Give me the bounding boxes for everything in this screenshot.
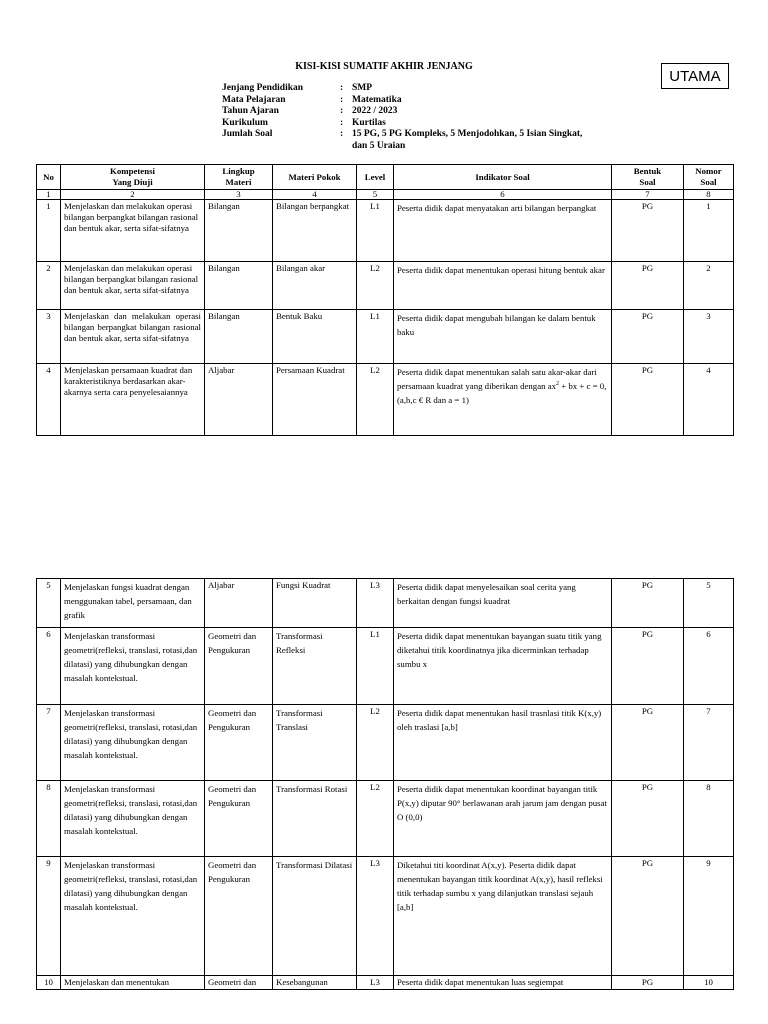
utama-badge: UTAMA bbox=[661, 63, 729, 89]
superscript: 2 bbox=[556, 381, 560, 388]
cell-nomor: 3 bbox=[684, 310, 734, 364]
cell-indikator: Peserta didik dapat mengubah bilangan ke dalam bentuk baku bbox=[394, 310, 612, 364]
indikator-text: Peserta didik dapat menentukan salah satu akar-akar dari persamaan kuadrat yang diberikan dengan ax bbox=[397, 367, 597, 391]
column-number: 6 bbox=[394, 190, 612, 200]
cell-materi: Transformasi Rotasi bbox=[273, 781, 357, 857]
cell-nomor: 5 bbox=[684, 579, 734, 628]
meta-colon bbox=[340, 141, 352, 153]
cell-indikator: Peserta didik dapat menyatakan arti bilangan berpangkat bbox=[394, 200, 612, 262]
column-number: 8 bbox=[684, 190, 734, 200]
cell-bentuk: PG bbox=[612, 976, 684, 990]
cell-level: L3 bbox=[357, 857, 394, 976]
cell-nomor: 9 bbox=[684, 857, 734, 976]
cell-no: 1 bbox=[37, 200, 61, 262]
cell-kompetensi: Menjelaskan transformasi geometri(refleksi, translasi, rotasi,dan dilatasi) yang dihubungkan dengan masalah kontekstual. bbox=[61, 781, 205, 857]
meta-label bbox=[222, 141, 340, 153]
cell-level: L1 bbox=[357, 628, 394, 705]
cell-no: 4 bbox=[37, 364, 61, 436]
cell-materi: Bentuk Baku bbox=[273, 310, 357, 364]
meta-value: Kurtilas bbox=[352, 117, 386, 128]
cell-nomor: 7 bbox=[684, 705, 734, 781]
cell-nomor: 10 bbox=[684, 976, 734, 990]
cell-no: 2 bbox=[37, 262, 61, 310]
header-bentuk bbox=[612, 165, 684, 190]
cell-bentuk: PG bbox=[612, 781, 684, 857]
cell-lingkup: Aljabar bbox=[205, 364, 273, 436]
cell-indikator: Peserta didik dapat menentukan operasi hitung bentuk akar bbox=[394, 262, 612, 310]
header-bentuk-line1: Bentuk bbox=[633, 166, 662, 176]
table-row bbox=[37, 705, 734, 781]
table-row bbox=[37, 976, 734, 990]
cell-materi: Transformasi Dilatasi bbox=[273, 857, 357, 976]
table-row bbox=[37, 781, 734, 857]
cell-nomor: 2 bbox=[684, 262, 734, 310]
header-no: No bbox=[37, 165, 61, 190]
table-row bbox=[37, 579, 734, 628]
meta-value: 15 PG, 5 PG Kompleks, 5 Menjodohkan, 5 Isian Singkat, bbox=[352, 129, 583, 139]
header-kompetensi-line2: Yang Diuji bbox=[112, 177, 153, 187]
meta-value: Matematika bbox=[352, 94, 402, 105]
cell-no: 7 bbox=[37, 705, 61, 781]
column-number-row bbox=[37, 190, 734, 200]
cell-bentuk: PG bbox=[612, 857, 684, 976]
cell-level: L2 bbox=[357, 262, 394, 310]
cell-lingkup: Bilangan bbox=[205, 200, 273, 262]
cell-level: L2 bbox=[357, 781, 394, 857]
meta-row-jumlah bbox=[222, 129, 622, 141]
cell-kompetensi: Menjelaskan transformasi geometri(refleksi, translasi, rotasi,dan dilatasi) yang dihubungkan dengan masalah kontekstual. bbox=[61, 628, 205, 705]
meta-row-tahun bbox=[222, 106, 622, 118]
cell-lingkup: Geometri dan Pengukuran bbox=[205, 705, 273, 781]
meta-label: Jenjang Pendidikan bbox=[222, 83, 304, 93]
cell-bentuk: PG bbox=[612, 262, 684, 310]
meta-colon: : bbox=[340, 94, 344, 105]
cell-indikator: Diketahui titi koordinat A(x,y). Peserta didik dapat menentukan bayangan titik koordinat A(x,y), hasil refleksi titik terhadap sumbu x yang dilanjutkan translasi sejauh [a,b] bbox=[394, 857, 612, 976]
cell-bentuk: PG bbox=[612, 628, 684, 705]
cell-level: L2 bbox=[357, 705, 394, 781]
cell-no: 6 bbox=[37, 628, 61, 705]
cell-materi: Bilangan berpangkat bbox=[273, 200, 357, 262]
cell-materi: Transformasi Translasi bbox=[273, 705, 357, 781]
column-number: 4 bbox=[273, 190, 357, 200]
header-materi: Materi Pokok bbox=[273, 165, 357, 190]
meta-label: Mata Pelajaran bbox=[222, 94, 286, 105]
cell-lingkup: Geometri dan Pengukuran bbox=[205, 857, 273, 976]
table-row bbox=[37, 200, 734, 262]
table-row bbox=[37, 310, 734, 364]
meta-colon: : bbox=[340, 83, 344, 93]
meta-value: 2022 / 2023 bbox=[352, 106, 398, 116]
cell-bentuk: PG bbox=[612, 364, 684, 436]
column-number: 5 bbox=[357, 190, 394, 200]
header-bentuk-line2: Soal bbox=[639, 177, 656, 187]
cell-level: L1 bbox=[357, 200, 394, 262]
table-header-row bbox=[37, 165, 734, 190]
cell-lingkup: Geometri dan Pengukuran bbox=[205, 781, 273, 857]
cell-materi: Persamaan Kuadrat bbox=[273, 364, 357, 436]
meta-value: SMP bbox=[352, 83, 373, 93]
meta-colon: : bbox=[340, 106, 344, 116]
cell-lingkup: Geometri dan bbox=[205, 976, 273, 990]
meta-row-kurikulum bbox=[222, 118, 622, 130]
cell-no: 5 bbox=[37, 579, 61, 628]
cell-materi: Kesebangunan bbox=[273, 976, 357, 990]
meta-label: Jumlah Soal bbox=[222, 129, 273, 139]
header-kompetensi bbox=[61, 165, 205, 190]
cell-no: 9 bbox=[37, 857, 61, 976]
meta-label: Kurikulum bbox=[222, 117, 268, 128]
cell-nomor: 1 bbox=[684, 200, 734, 262]
header-lingkup-line2: Materi bbox=[225, 177, 252, 187]
cell-level: L1 bbox=[357, 310, 394, 364]
cell-level: L3 bbox=[357, 976, 394, 990]
cell-indikator: Peserta didik dapat menentukan hasil trasnlasi titik K(x,y) oleh traslasi [a,b] bbox=[394, 705, 612, 781]
cell-nomor: 4 bbox=[684, 364, 734, 436]
cell-lingkup: Bilangan bbox=[205, 310, 273, 364]
meta-value: dan 5 Uraian bbox=[352, 140, 406, 151]
cell-kompetensi: Menjelaskan transformasi geometri(refleksi, translasi, rotasi,dan dilatasi) yang dihubungkan dengan masalah kontekstual. bbox=[61, 857, 205, 976]
cell-lingkup: Geometri dan Pengukuran bbox=[205, 628, 273, 705]
cell-kompetensi: Menjelaskan dan melakukan operasi bilangan berpangkat bilangan rasional dan bentuk akar, serta sifat-sifatnya bbox=[61, 200, 205, 262]
header-kompetensi-line1: Kompetensi bbox=[110, 166, 155, 176]
cell-nomor: 6 bbox=[684, 628, 734, 705]
cell-nomor: 8 bbox=[684, 781, 734, 857]
cell-no: 8 bbox=[37, 781, 61, 857]
cell-bentuk: PG bbox=[612, 310, 684, 364]
meta-colon: : bbox=[340, 117, 344, 128]
kisi-kisi-table-page-1 bbox=[36, 164, 734, 436]
cell-level: L2 bbox=[357, 364, 394, 436]
table-row bbox=[37, 857, 734, 976]
header-level: Level bbox=[357, 165, 394, 190]
cell-bentuk: PG bbox=[612, 705, 684, 781]
cell-materi: Transformasi Refleksi bbox=[273, 628, 357, 705]
cell-indikator: Peserta didik dapat menyelesaikan soal cerita yang berkaitan dengan fungsi kuadrat bbox=[394, 579, 612, 628]
document-title: KISI-KISI SUMATIF AKHIR JENJANG bbox=[295, 61, 473, 72]
header-nomor bbox=[684, 165, 734, 190]
meta-row-jumlah-cont bbox=[222, 141, 622, 153]
header-lingkup-line1: Lingkup bbox=[222, 166, 255, 176]
cell-bentuk: PG bbox=[612, 200, 684, 262]
header-indikator: Indikator Soal bbox=[394, 165, 612, 190]
column-number: 1 bbox=[37, 190, 61, 200]
cell-indikator: Peserta didik dapat menentukan luas segiempat bbox=[394, 976, 612, 990]
column-number: 3 bbox=[205, 190, 273, 200]
column-number: 2 bbox=[61, 190, 205, 200]
header-nomor-line2: Soal bbox=[700, 177, 717, 187]
meta-row-mapel bbox=[222, 95, 622, 107]
cell-kompetensi: Menjelaskan dan melakukan operasi bilangan berpangkat bilangan rasional dan bentuk akar, serta sifat-sifatnya bbox=[61, 262, 205, 310]
cell-kompetensi: Menjelaskan persamaan kuadrat dan karakteristiknya berdasarkan akar-akarnya serta cara penyelesaiannya bbox=[61, 364, 205, 436]
cell-materi: Bilangan akar bbox=[273, 262, 357, 310]
cell-indikator: Peserta didik dapat menentukan koordinat bayangan titik P(x,y) diputar 90° berlawanan arah jarum jam dengan pusat O (0,0) bbox=[394, 781, 612, 857]
cell-lingkup: Bilangan bbox=[205, 262, 273, 310]
cell-level: L3 bbox=[357, 579, 394, 628]
cell-no: 3 bbox=[37, 310, 61, 364]
kisi-kisi-table-page-2 bbox=[36, 578, 734, 990]
table-row bbox=[37, 628, 734, 705]
header-nomor-line1: Nomor bbox=[695, 166, 722, 176]
cell-indikator bbox=[394, 364, 612, 436]
meta-colon: : bbox=[340, 129, 344, 139]
table-row bbox=[37, 364, 734, 436]
cell-kompetensi: Menjelaskan dan menentukan bbox=[61, 976, 205, 990]
indikator-text: + bx + c = 0, (a,b,c € R dan a = 1) bbox=[397, 381, 607, 405]
cell-materi: Fungsi Kuadrat bbox=[273, 579, 357, 628]
header-lingkup bbox=[205, 165, 273, 190]
cell-bentuk: PG bbox=[612, 579, 684, 628]
document-meta bbox=[222, 83, 622, 152]
column-number: 7 bbox=[612, 190, 684, 200]
cell-kompetensi: Menjelaskan dan melakukan operasi bilangan berpangkat bilangan rasional dan bentuk akar, serta sifat-sifatnya bbox=[61, 310, 205, 364]
meta-row-jenjang bbox=[222, 83, 622, 95]
cell-indikator: Peserta didik dapat menentukan bayangan suatu titik yang diketahui titik koordinatnya jika dicerminkan terhadap sumbu x bbox=[394, 628, 612, 705]
cell-kompetensi: Menjelaskan transformasi geometri(refleksi, translasi, rotasi,dan dilatasi) yang dihubungkan dengan masalah kontekstual. bbox=[61, 705, 205, 781]
cell-no: 10 bbox=[37, 976, 61, 990]
cell-lingkup: Aljabar bbox=[205, 579, 273, 628]
cell-kompetensi: Menjelaskan fungsi kuadrat dengan menggunakan tabel, persamaan, dan grafik bbox=[61, 579, 205, 628]
meta-label: Tahun Ajaran bbox=[222, 106, 279, 116]
table-row bbox=[37, 262, 734, 310]
